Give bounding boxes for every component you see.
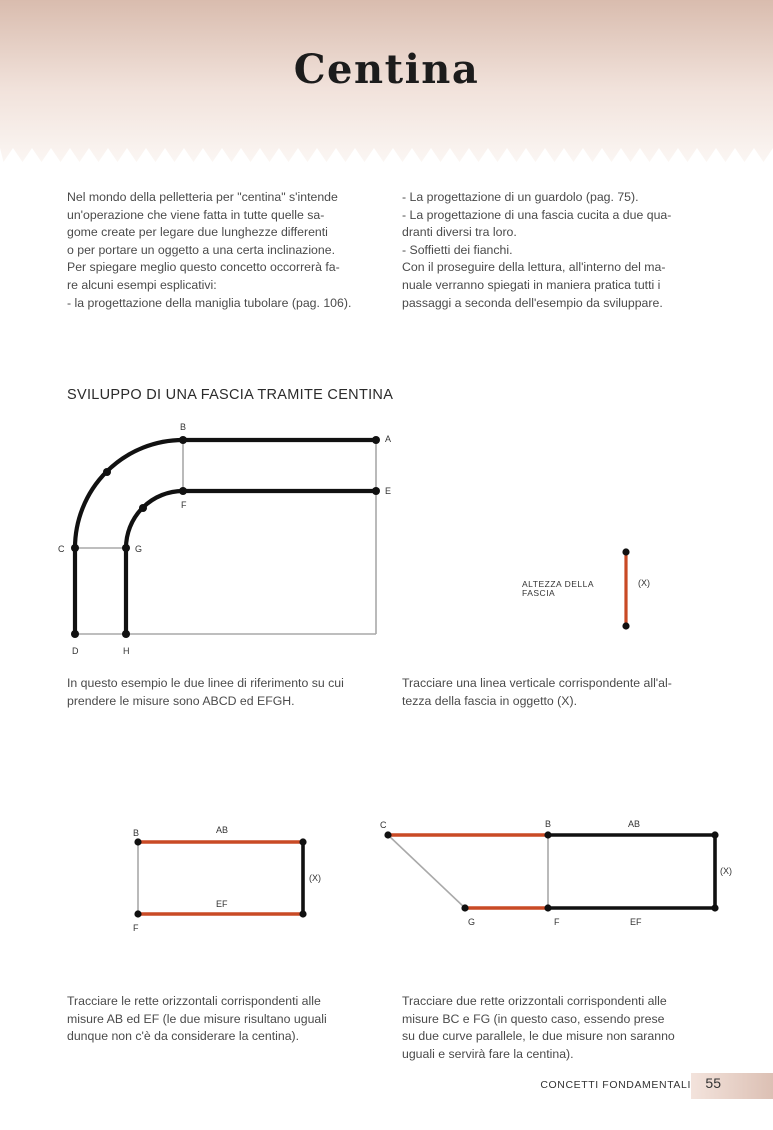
point-g (461, 904, 468, 911)
caption-fig4 (402, 993, 675, 1063)
intro-left-line: gome create per legare due lunghezze differenti (67, 225, 328, 240)
label-e: E (385, 486, 392, 496)
label-x: (X) (309, 873, 321, 883)
label-d: D (72, 646, 79, 656)
point-a (299, 838, 306, 845)
intro-left-line: - la progettazione della maniglia tubolare (pag. 106). (67, 295, 352, 310)
caption-line: prendere le misure sono ABCD ed EFGH. (67, 693, 295, 708)
label-ef: EF (216, 899, 228, 909)
height-bottom-point (622, 622, 629, 629)
point-b (179, 436, 187, 444)
caption-fig1 (67, 675, 344, 710)
intro-left-line: re alcuni esempi esplicativi: (67, 277, 217, 292)
caption-line: In questo esempio le due linee di riferimento su cui (67, 676, 344, 690)
point-outer-mid (103, 468, 111, 476)
point-c (384, 831, 391, 838)
label-c: C (58, 544, 65, 554)
label-ef: EF (630, 917, 642, 927)
line-cg (388, 835, 465, 908)
intro-right-line: passaggi a seconda dell'esempio da sviluppare. (402, 295, 663, 310)
caption-line: misure AB ed EF (le due misure risultano uguali (67, 1011, 327, 1026)
figure-centina (380, 819, 732, 927)
figure-rettangolo (133, 825, 321, 933)
intro-right-line: Con il proseguire della lettura, all'interno del ma- (402, 260, 666, 275)
point-f (544, 904, 551, 911)
caption-line: Tracciare due rette orizzontali corrispondenti alle (402, 994, 667, 1008)
label-g: G (468, 917, 476, 927)
caption-line: uguali e servirà fare la centina). (402, 1046, 574, 1061)
footer-band (691, 1073, 773, 1099)
point-inner-mid (139, 504, 147, 512)
caption-line: misure BC e FG (in questo caso, essendo prese (402, 1011, 665, 1026)
point-a (711, 831, 718, 838)
intro-left-line: Nel mondo della pelletteria per "centina" s'intende (67, 190, 338, 204)
label-f: F (133, 923, 139, 933)
inner-line-efgh (126, 491, 376, 634)
label-f: F (554, 917, 560, 927)
label-c: C (380, 820, 387, 830)
caption-line: Tracciare le rette orizzontali corrispondenti alle (67, 994, 321, 1008)
label-f: F (181, 500, 187, 510)
label-b: B (545, 819, 552, 829)
footer-section-label: CONCETTI FONDAMENTALI (540, 1079, 691, 1091)
caption-line: Tracciare una linea verticale corrispondente all'al- (402, 676, 672, 690)
point-g (122, 544, 130, 552)
point-f (134, 910, 141, 917)
caption-line: dunque non c'è da considerare la centina). (67, 1029, 300, 1044)
label-g: G (135, 544, 143, 554)
label-b: B (133, 828, 140, 838)
point-e (711, 904, 718, 911)
caption-fig2 (402, 675, 672, 710)
page-title: Centina (293, 46, 480, 93)
point-c (71, 544, 79, 552)
label-ab: AB (628, 819, 641, 829)
altezza-label-1: ALTEZZA DELLA (522, 579, 595, 589)
label-x: (X) (720, 866, 732, 876)
point-e (372, 487, 380, 495)
label-b: B (180, 422, 187, 432)
caption-line: su due curve parallele, le due misure non saranno (402, 1029, 675, 1044)
point-f (179, 487, 187, 495)
label-ab: AB (216, 825, 229, 835)
intro-right-line: - La progettazione di un guardolo (pag. 75). (402, 190, 639, 204)
point-e (299, 910, 306, 917)
point-b (134, 838, 141, 845)
section-title: SVILUPPO DI UNA FASCIA TRAMITE CENTINA (67, 387, 394, 403)
point-d (71, 630, 79, 638)
point-h (122, 630, 130, 638)
caption-fig3 (67, 993, 327, 1046)
intro-right-line: - Soffietti dei fianchi. (402, 242, 513, 257)
intro-right-line: nuale verranno spiegati in maniera pratica tutti i (402, 277, 661, 292)
label-h: H (123, 646, 130, 656)
label-a: A (385, 434, 392, 444)
altezza-label-2: FASCIA (522, 588, 556, 598)
intro-right-line: - La progettazione di una fascia cucita a due qua- (402, 207, 672, 222)
figure-altezza (522, 548, 650, 629)
outer-line-abcd (75, 440, 376, 634)
page-number: 55 (705, 1075, 721, 1091)
intro-right-line: dranti diversi tra loro. (402, 225, 517, 240)
caption-line: tezza della fascia in oggetto (X). (402, 693, 577, 708)
intro-left-line: un'operazione che viene fatta in tutte quelle sa- (67, 207, 325, 222)
height-top-point (622, 548, 629, 555)
point-b (544, 831, 551, 838)
intro-left-line: o per portare un oggetto a una certa inclinazione. (67, 242, 335, 257)
x-label: (X) (638, 578, 650, 588)
point-a (372, 436, 380, 444)
intro-left-line: Per spiegare meglio questo concetto occorrerà fa- (67, 260, 340, 275)
